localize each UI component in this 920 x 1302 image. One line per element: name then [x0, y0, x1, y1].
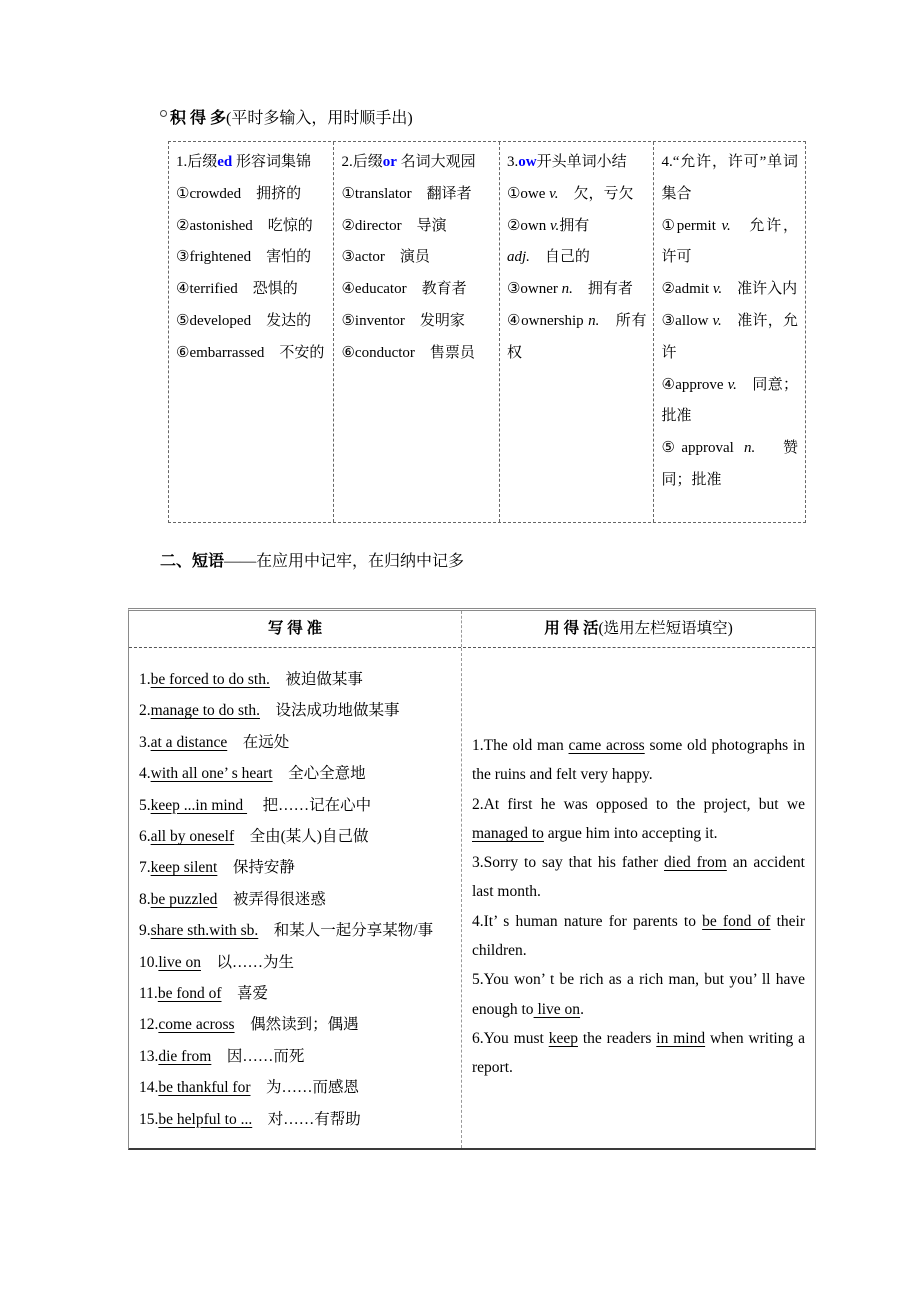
text-segment: 准许入内 — [722, 281, 798, 298]
phrase-table — [128, 608, 821, 1150]
sentence-item — [472, 848, 805, 907]
text-segment: died from — [664, 854, 727, 872]
text-segment: n. — [743, 440, 756, 457]
text-segment: 4.“允许，许可”单词集合 — [661, 154, 799, 202]
text-segment: (平时多输入，用时顺手出) — [226, 110, 413, 127]
text-segment: 用 得 活 — [544, 620, 599, 637]
vocab-column — [169, 142, 334, 522]
text-segment: when writing a report. — [472, 1029, 821, 1077]
text-segment: 2.后缀 — [341, 154, 383, 170]
phrase-item — [139, 1104, 455, 1135]
vocab-item — [176, 306, 326, 338]
text-segment: adj. — [506, 249, 530, 266]
text-segment: 14. — [139, 1079, 159, 1097]
phrase-item — [139, 852, 455, 883]
text-segment: 2.At first he was opposed to the project, but we — [472, 795, 805, 813]
phrase-item — [139, 664, 455, 695]
text-segment: 15. — [139, 1110, 159, 1128]
text-segment: v. — [712, 312, 722, 329]
vocab-item — [341, 242, 491, 274]
text-segment: 和某人一起分享某物/事 — [258, 922, 434, 940]
text-segment: ⑥embarrassed 不安的 — [176, 344, 325, 361]
text-segment: be helpful to ... — [158, 1110, 253, 1128]
phrase-item — [139, 1009, 455, 1040]
vocab-item — [176, 179, 326, 211]
text-segment: ①translator 翻译者 — [341, 185, 472, 202]
text-segment: ③frightened 害怕的 — [176, 249, 312, 266]
text-segment: be forced to do sth. — [150, 671, 270, 688]
sentence-item — [472, 965, 805, 1024]
vocab-item — [176, 242, 326, 274]
phrase-item — [139, 978, 455, 1009]
phrase-table-body-row — [129, 648, 821, 1148]
text-segment: at a distance — [150, 733, 228, 751]
text-segment: ④ownership — [506, 312, 589, 329]
text-segment: live on — [533, 1000, 581, 1018]
text-segment: be puzzled — [150, 890, 218, 908]
text-segment: ①owe — [506, 185, 550, 202]
text-segment: v. — [550, 217, 560, 234]
text-segment: be thankful for — [158, 1079, 251, 1097]
text-segment: managed to — [472, 824, 544, 842]
vocab-item — [507, 211, 647, 243]
text-segment: 同意；批准 — [661, 376, 798, 425]
phrase-item — [139, 790, 455, 821]
phrase-item — [139, 758, 455, 789]
text-segment: n. — [588, 312, 600, 329]
text-segment: 8. — [139, 890, 151, 908]
text-segment: 写 得 准 — [267, 620, 323, 637]
section2-title — [160, 553, 464, 570]
text-segment: ed — [217, 154, 233, 170]
text-segment: 被弄得很迷惑 — [217, 890, 326, 908]
text-segment: 1.The old man — [472, 737, 569, 754]
text-segment: 因……而死 — [211, 1047, 305, 1065]
vocab-item — [661, 370, 798, 434]
text-segment: 被迫做某事 — [269, 671, 363, 688]
phrase-item — [139, 947, 455, 978]
text-segment: 准许，允许 — [661, 312, 799, 361]
text-segment: be fond of — [157, 985, 222, 1003]
text-segment: come across — [158, 1016, 235, 1034]
section1-title — [170, 110, 413, 127]
text-segment: ⑥conductor 售票员 — [341, 344, 475, 361]
phrase-item — [139, 727, 455, 758]
text-segment: ——在应用中记牢，在归纳中记多 — [224, 553, 465, 570]
text-segment: 开头单词小结 — [536, 154, 627, 170]
text-segment: keep ...in mind — [150, 796, 248, 814]
text-segment: ⑤approval — [661, 440, 744, 457]
text-segment: (选用左栏短语填空) — [598, 620, 733, 637]
phrase-item — [139, 821, 455, 852]
vocab-item — [507, 274, 647, 306]
text-segment: 1.后缀 — [176, 154, 218, 170]
phrase-table-header-left — [129, 611, 461, 647]
text-segment: 1. — [139, 671, 151, 688]
text-segment: keep silent — [150, 859, 218, 877]
text-segment: 全心全意地 — [272, 765, 366, 783]
text-segment: ④educator 教育者 — [341, 281, 467, 298]
vocab-column-title — [341, 147, 491, 179]
text-segment: keep — [548, 1029, 578, 1047]
text-segment: ow — [518, 154, 537, 170]
phrase-table-header-right — [461, 611, 815, 647]
text-segment: 13. — [139, 1047, 159, 1065]
text-segment: ④terrified 恐惧的 — [176, 281, 298, 298]
vocab-item — [661, 274, 798, 306]
text-segment: 欠，亏欠 — [558, 185, 634, 202]
vocab-item — [341, 306, 491, 338]
text-segment: 3. — [506, 154, 519, 170]
text-segment: ①crowded 拥挤的 — [176, 185, 302, 202]
vocab-item — [661, 306, 798, 370]
text-segment: 3.Sorry to say that his father — [472, 854, 665, 872]
vocab-item — [176, 338, 326, 370]
text-segment: 5.You won’ t be rich as a rich man, but you’ ll have enough to — [472, 971, 805, 1018]
phrase-list-cell — [129, 648, 461, 1148]
text-segment: 6. — [139, 828, 151, 846]
vocab-column-title — [507, 147, 647, 179]
vocab-column — [500, 142, 655, 522]
vocab-item — [507, 179, 647, 211]
phrase-item — [139, 1072, 455, 1103]
text-segment: the readers — [577, 1029, 657, 1047]
text-segment: . — [580, 1000, 584, 1018]
sentence-item — [472, 731, 805, 790]
text-segment: ⑤inventor 发明家 — [341, 312, 465, 329]
text-segment: ③actor 演员 — [341, 249, 430, 266]
text-segment: 4. — [139, 765, 151, 783]
usage-sentences-cell — [461, 648, 821, 1148]
text-segment: v. — [721, 217, 731, 234]
text-segment: 把……记在心中 — [247, 796, 372, 814]
text-segment: live on — [158, 953, 201, 971]
vocab-item — [661, 211, 798, 275]
text-segment: 11. — [139, 985, 158, 1003]
text-segment: 名词大观园 — [396, 154, 476, 170]
text-segment: ②astonished 吃惊的 — [176, 217, 313, 234]
vocab-item — [341, 179, 491, 211]
phrase-item — [139, 695, 455, 726]
text-segment: be fond of — [702, 912, 771, 930]
text-segment: 10. — [139, 953, 159, 971]
vocab-item — [507, 306, 647, 370]
circle-bullet-icon — [160, 110, 167, 117]
text-segment: 2. — [139, 702, 151, 720]
phrase-table-header-row — [129, 611, 815, 648]
vocab-column-title — [176, 147, 326, 179]
text-segment: ②own — [506, 217, 550, 234]
sentence-item — [472, 790, 805, 849]
text-segment: argue him into accepting it. — [543, 824, 718, 842]
vocab-item — [176, 274, 326, 306]
text-segment: with all one’ s heart — [150, 765, 273, 783]
phrase-item — [139, 884, 455, 915]
text-segment: 6.You must — [472, 1029, 549, 1047]
text-segment: manage to do sth. — [150, 702, 260, 720]
text-segment: 3. — [139, 733, 151, 751]
vocab-item — [341, 274, 491, 306]
text-segment: ②admit — [661, 281, 713, 298]
vocab-column — [654, 142, 805, 522]
text-segment: ③allow — [661, 312, 713, 329]
text-segment: v. — [712, 281, 723, 298]
section1-heading — [160, 106, 413, 132]
text-segment: 二、短语 — [160, 553, 225, 570]
vocab-column-title — [661, 147, 798, 211]
text-segment: ⑤developed 发达的 — [176, 312, 312, 329]
text-segment: 4.It’ s human nature for parents to — [472, 912, 703, 930]
sentence-item — [472, 907, 805, 966]
text-segment: 所有权 — [506, 312, 647, 361]
text-segment: 12. — [139, 1016, 159, 1034]
text-segment: 自己的 — [529, 249, 590, 266]
text-segment: in mind — [656, 1029, 706, 1047]
text-segment: all by oneself — [150, 828, 235, 846]
text-segment: 5. — [139, 796, 151, 814]
text-segment: some old photographs in the ruins and felt very happy. — [472, 737, 805, 784]
vocab-item — [176, 211, 326, 243]
vocab-column — [334, 142, 499, 522]
text-segment: 以……为生 — [201, 953, 295, 971]
text-segment: 形容词集锦 — [232, 154, 312, 170]
vocab-item — [661, 433, 798, 497]
text-segment: ④approve — [661, 376, 728, 393]
text-segment: came across — [568, 737, 645, 754]
text-segment: v. — [549, 185, 559, 202]
vocab-item — [507, 242, 647, 274]
phrase-item — [139, 915, 455, 946]
text-segment: 7. — [139, 859, 151, 877]
text-segment: 设法成功地做某事 — [259, 702, 400, 720]
text-segment: share sth.with sb. — [150, 922, 259, 940]
text-segment: 拥有者 — [572, 281, 633, 298]
text-segment: v. — [727, 376, 737, 393]
text-segment: 在远处 — [227, 733, 290, 751]
text-segment: 喜爱 — [221, 985, 269, 1003]
text-segment: 9. — [139, 922, 151, 940]
sentence-item — [472, 1024, 821, 1083]
vocab-item — [341, 338, 491, 370]
text-segment: their children. — [472, 912, 805, 960]
text-segment: 全由(某人)自己做 — [234, 828, 369, 846]
text-segment: ③owner — [506, 281, 562, 298]
text-segment: 偶然读到；偶遇 — [234, 1016, 359, 1034]
text-segment: 对……有帮助 — [252, 1110, 361, 1128]
text-segment: an accident last month. — [472, 854, 805, 901]
text-segment: 为……而感恩 — [250, 1079, 359, 1097]
text-segment: ①permit — [661, 217, 722, 234]
text-segment: 允许，许可 — [661, 217, 799, 266]
text-segment: 保持安静 — [217, 859, 295, 877]
text-segment: or — [382, 154, 397, 170]
phrase-item — [139, 1041, 455, 1072]
text-segment: ②director 导演 — [341, 217, 447, 234]
section2-heading — [160, 549, 464, 575]
text-segment: 拥有 — [559, 217, 590, 234]
text-segment: die from — [158, 1047, 212, 1065]
text-segment: n. — [561, 281, 573, 298]
vocab-item — [341, 211, 491, 243]
text-segment: 积 得 多 — [170, 110, 227, 127]
text-segment: 赞同；批准 — [661, 440, 798, 488]
vocab-table — [168, 141, 806, 523]
